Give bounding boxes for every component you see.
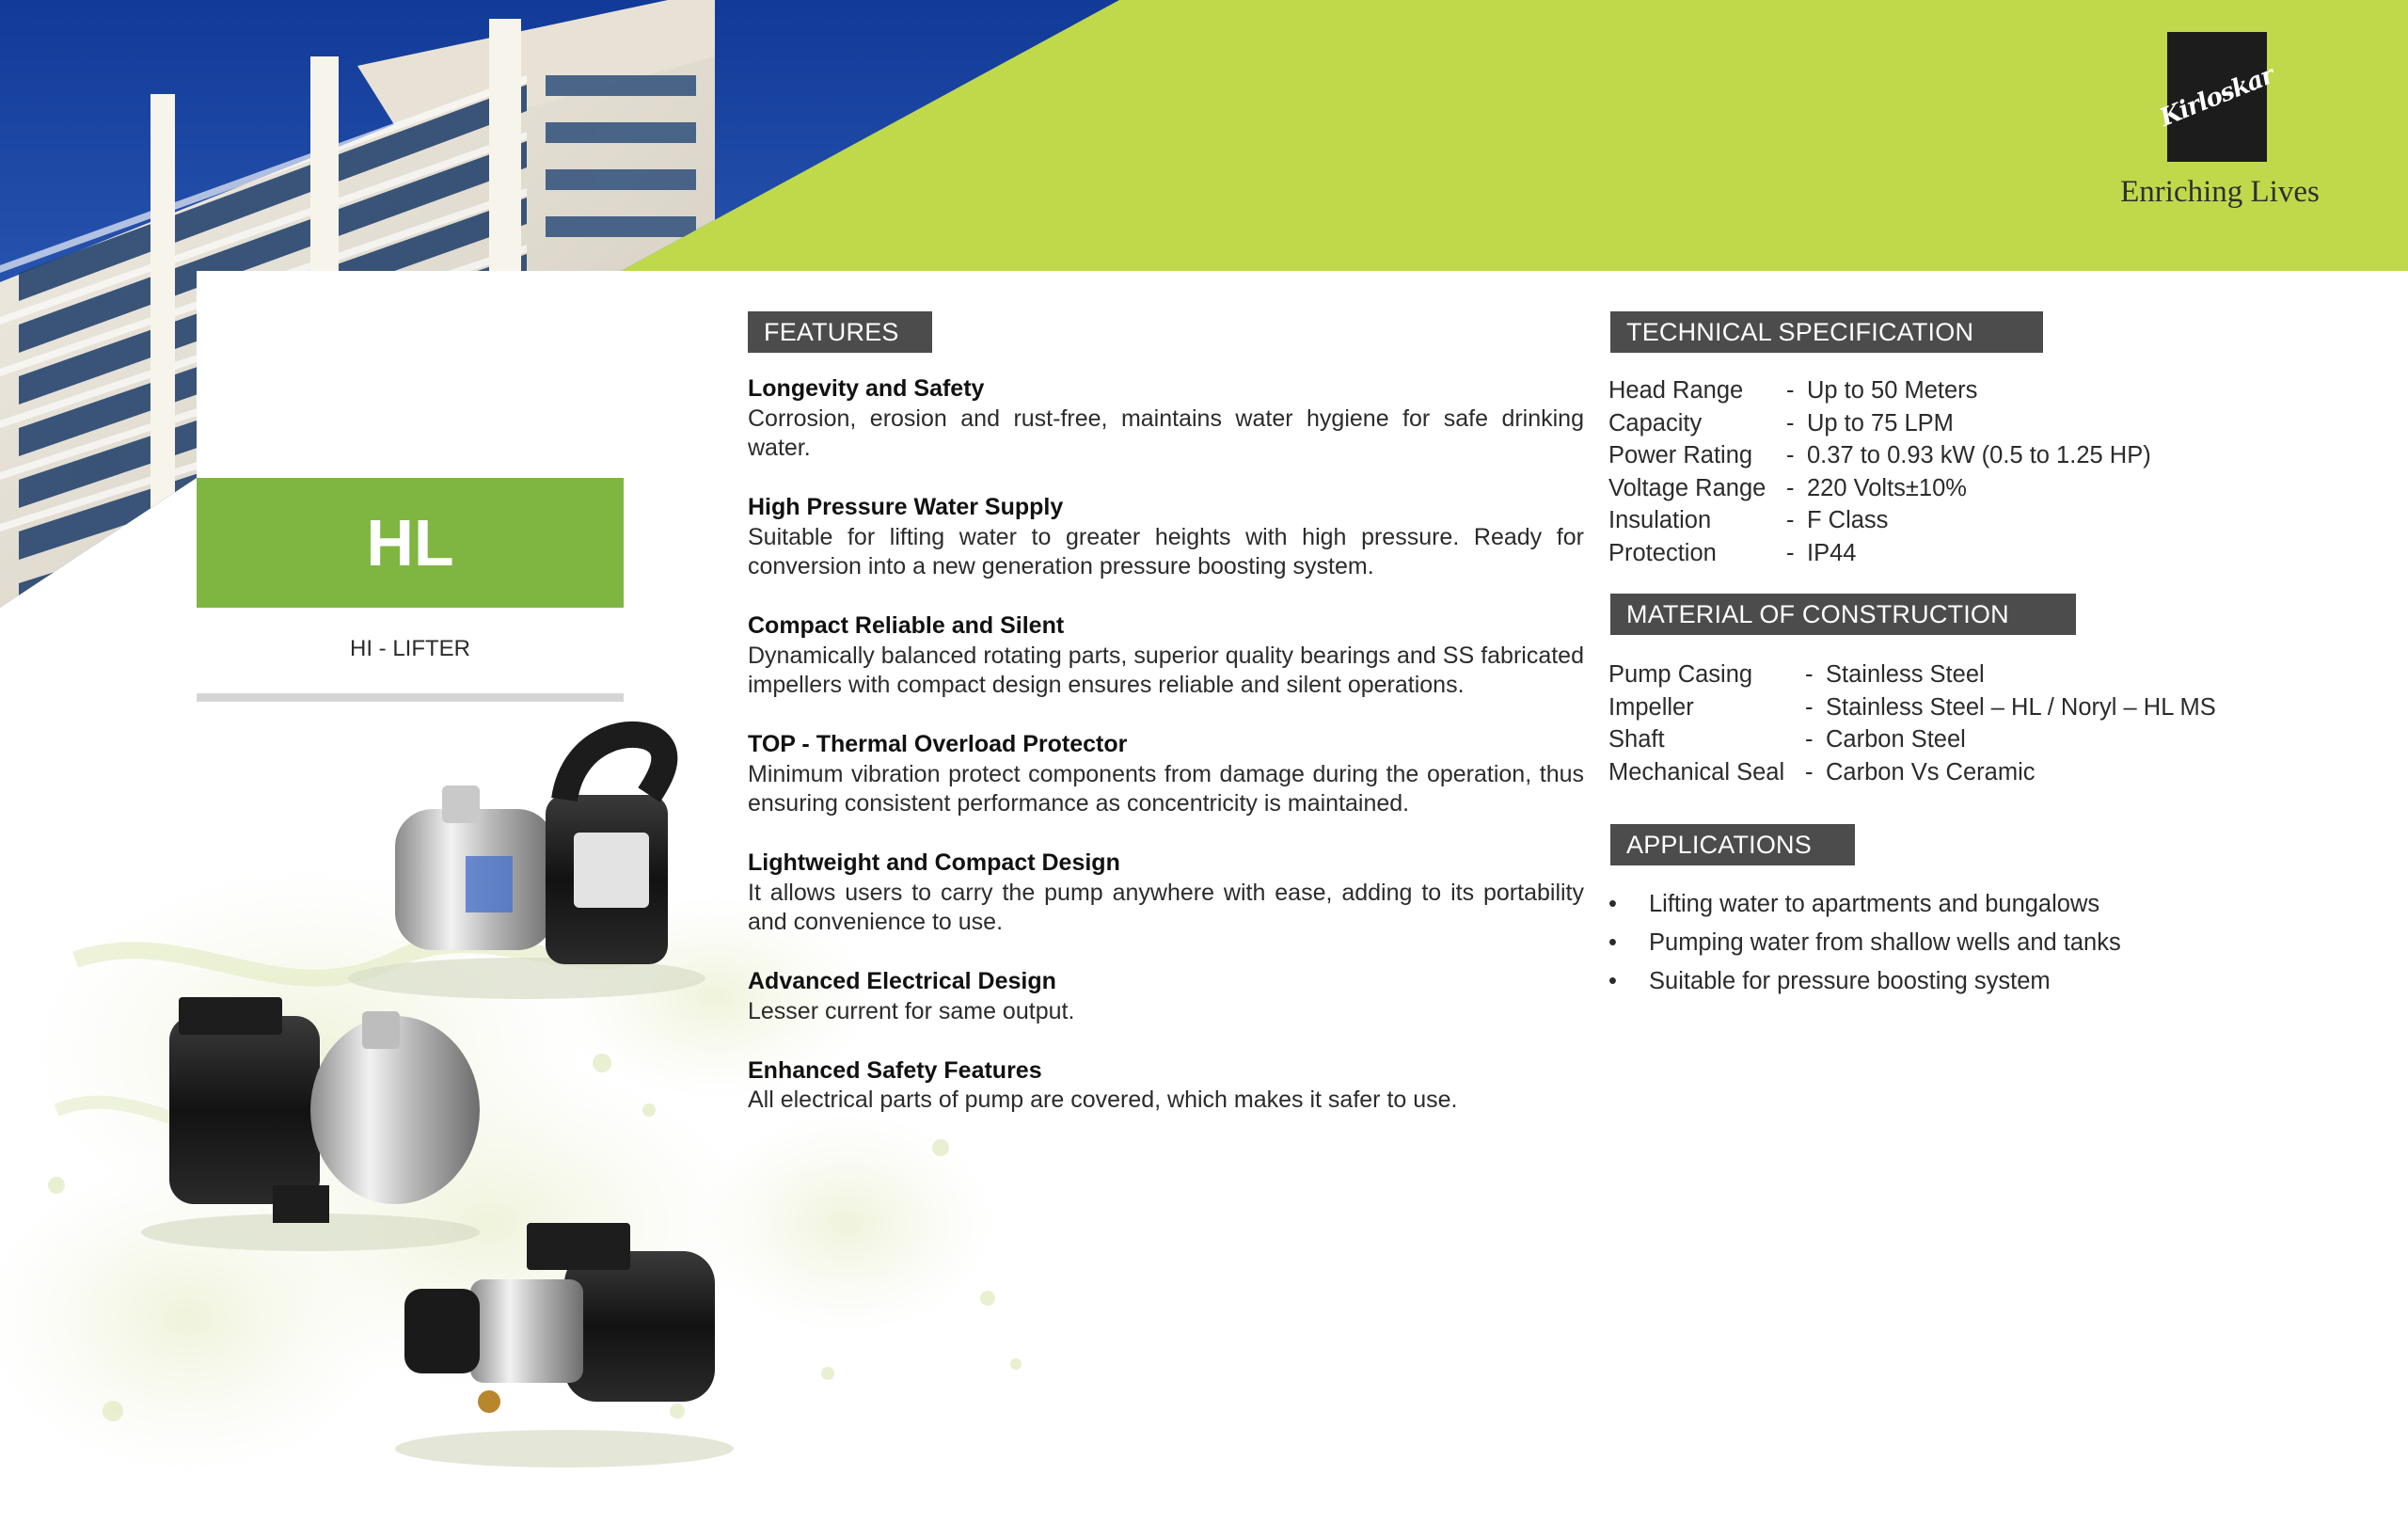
feature-item	[748, 730, 1584, 819]
material-value: Stainless Steel – HL / Noryl – HL MS	[1826, 693, 2216, 721]
application-item	[1608, 962, 2121, 1001]
bullet-icon: •	[1608, 891, 1617, 917]
feature-item	[748, 611, 1584, 701]
brand-tagline: Enriching Lives	[2120, 175, 2320, 209]
application-text: Lifting water to apartments and bungalows	[1649, 891, 2100, 917]
spec-label: Power Rating	[1608, 442, 1753, 468]
feature-item	[748, 493, 1584, 582]
feature-description: It allows users to carry the pump anywhere with ease, adding to its portability and convenience to use.	[748, 879, 1584, 935]
spec-value: 220 Volts±10%	[1807, 474, 1967, 501]
applications-heading: APPLICATIONS	[1610, 824, 1855, 865]
applications-list	[1608, 885, 2121, 1001]
material-heading: MATERIAL OF CONSTRUCTION	[1610, 594, 2076, 635]
bullet-icon: •	[1608, 968, 1617, 994]
logo-text: Kirloskar	[2156, 61, 2278, 133]
spec-value: F Class	[1807, 507, 1889, 533]
spec-value: 0.37 to 0.93 kW (0.5 to 1.25 HP)	[1807, 442, 2151, 468]
spec-label: Insulation	[1608, 507, 1712, 533]
feature-title: Longevity and Safety	[748, 375, 985, 402]
feature-title: Lightweight and Compact Design	[748, 849, 1120, 876]
bullet-icon: •	[1608, 929, 1617, 956]
feature-description: All electrical parts of pump are covered, which makes it safer to use.	[748, 1087, 1458, 1113]
separator: -	[1786, 442, 1795, 468]
material-table	[1608, 658, 2216, 788]
material-value: Stainless Steel	[1826, 661, 1985, 688]
feature-item	[748, 967, 1584, 1026]
spec-row	[1608, 472, 2151, 505]
material-label: Mechanical Seal	[1608, 758, 1785, 785]
feature-description: Dynamically balanced rotating parts, superior quality bearings and SS fabricated impellers with compact design ensures reliable and silent operations.	[748, 642, 1584, 698]
spec-row	[1608, 407, 2151, 440]
features-list	[748, 374, 1584, 1145]
material-row	[1608, 658, 2216, 691]
product-code-badge	[197, 478, 624, 608]
material-row	[1608, 756, 2216, 789]
separator: -	[1786, 474, 1795, 501]
separator: -	[1805, 726, 1814, 753]
product-code: HL	[366, 506, 454, 579]
technical-spec-table	[1608, 374, 2151, 569]
material-label: Pump Casing	[1608, 661, 1753, 688]
feature-description: Lesser current for same output.	[748, 997, 1075, 1024]
spec-value: Up to 50 Meters	[1807, 377, 1978, 404]
separator: -	[1786, 377, 1795, 404]
material-label: Impeller	[1608, 693, 1694, 721]
feature-title: TOP - Thermal Overload Protector	[748, 731, 1128, 757]
application-text: Suitable for pressure boosting system	[1649, 968, 2051, 994]
spec-label: Head Range	[1608, 377, 1744, 404]
divider	[197, 693, 624, 702]
separator: -	[1805, 693, 1814, 721]
feature-item	[748, 374, 1584, 464]
material-row	[1608, 691, 2216, 724]
feature-description: Corrosion, erosion and rust-free, maintains water hygiene for safe drinking water.	[748, 405, 1584, 461]
material-row	[1608, 723, 2216, 756]
feature-item	[748, 1056, 1584, 1116]
kirloskar-logo	[2156, 32, 2278, 162]
feature-title: Advanced Electrical Design	[748, 968, 1056, 994]
feature-description: Suitable for lifting water to greater heights with high pressure. Ready for conversion into a new generation pressure boosting system.	[748, 523, 1584, 579]
spec-row	[1608, 439, 2151, 472]
separator: -	[1786, 507, 1795, 533]
spec-row	[1608, 374, 2151, 407]
separator: -	[1805, 661, 1814, 688]
spec-row	[1608, 537, 2151, 570]
spec-label: Protection	[1608, 539, 1717, 566]
feature-description: Minimum vibration protect components from damage during the operation, thus ensuring consistent performance as concentricity is maintained.	[748, 760, 1584, 817]
spec-row	[1608, 504, 2151, 537]
feature-title: High Pressure Water Supply	[748, 494, 1064, 520]
separator: -	[1786, 539, 1795, 566]
features-heading: FEATURES	[748, 311, 932, 353]
feature-item	[748, 849, 1584, 938]
material-value: Carbon Steel	[1826, 726, 1966, 753]
application-text: Pumping water from shallow wells and tanks	[1649, 929, 2121, 956]
feature-title: Enhanced Safety Features	[748, 1056, 1042, 1084]
application-item	[1608, 924, 2121, 962]
feature-title: Compact Reliable and Silent	[748, 612, 1065, 639]
spec-label: Capacity	[1608, 409, 1703, 436]
technical-spec-heading: TECHNICAL SPECIFICATION	[1610, 311, 2043, 353]
material-value: Carbon Vs Ceramic	[1826, 758, 2036, 785]
spec-value: Up to 75 LPM	[1807, 409, 1954, 436]
spec-label: Voltage Range	[1608, 474, 1766, 501]
application-item	[1608, 885, 2121, 924]
product-name: HI - LIFTER	[349, 636, 470, 661]
spec-value: IP44	[1807, 539, 1857, 566]
separator: -	[1786, 409, 1795, 436]
separator: -	[1805, 758, 1814, 785]
material-label: Shaft	[1608, 726, 1665, 753]
